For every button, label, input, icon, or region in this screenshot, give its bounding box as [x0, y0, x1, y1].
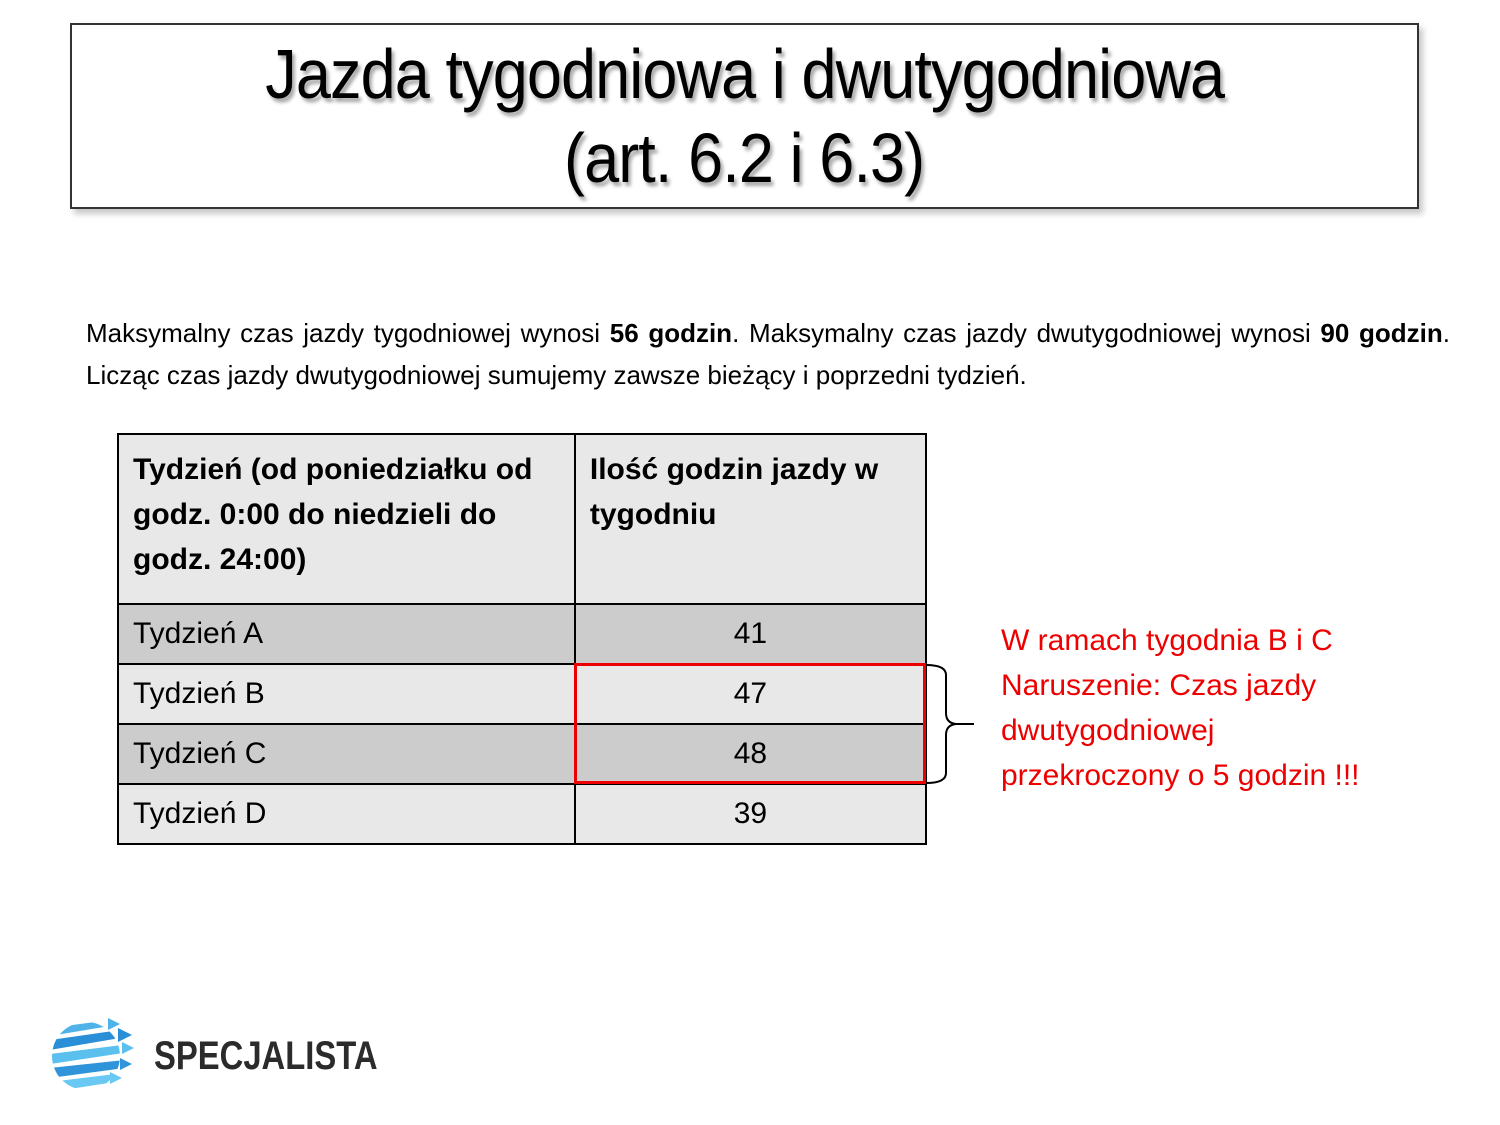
note-line3: dwutygodniowej — [1001, 714, 1215, 747]
week-cell: Tydzień A — [118, 604, 575, 664]
week-cell: Tydzień C — [118, 724, 575, 784]
table-row — [118, 604, 926, 664]
hours-cell: 41 — [575, 604, 926, 664]
table-row — [118, 664, 926, 724]
table-row — [118, 784, 926, 844]
globe-arrows-icon — [50, 1018, 134, 1094]
header-hours: Ilość godzin jazdy w tygodniu — [575, 434, 926, 604]
note-line4: przekroczony o 5 godzin !!! — [1001, 759, 1360, 792]
note-line1: W ramach tygodnia B i C — [1001, 624, 1333, 657]
table-header-row — [118, 434, 926, 604]
violation-note — [1001, 618, 1461, 798]
logo-text: SPECJALISTA — [154, 1033, 378, 1078]
page-title-line1: Jazda tygodniowa i dwutygodniowa — [265, 35, 1224, 113]
week-cell: Tydzień B — [118, 664, 575, 724]
hours-cell: 48 — [575, 724, 926, 784]
biweekly-limit: 90 godzin — [1320, 318, 1443, 348]
weekly-limit: 56 godzin — [609, 318, 733, 348]
page-title-line2: (art. 6.2 i 6.3) — [564, 119, 925, 197]
intro-text-1: Maksymalny czas jazdy tygodniowej wynosi — [86, 318, 610, 348]
week-cell: Tydzień D — [118, 784, 575, 844]
curly-brace-icon — [926, 663, 976, 785]
intro-paragraph — [86, 312, 1450, 396]
note-line2: Naruszenie: Czas jazdy — [1001, 669, 1317, 702]
table-row — [118, 724, 926, 784]
hours-cell: 47 — [575, 664, 926, 724]
specjalista-logo — [50, 1018, 427, 1094]
driving-hours-table — [117, 433, 927, 845]
intro-text-2: . Maksymalny czas jazdy dwutygodniowej wynosi — [732, 318, 1321, 348]
title-box — [70, 23, 1419, 209]
hours-cell: 39 — [575, 784, 926, 844]
intro-text-3: . Licząc czas jazdy dwutygodniowej sumujemy zawsze bieżący i poprzedni tydzień. — [86, 318, 1450, 390]
header-week: Tydzień (od poniedziałku od godz. 0:00 do niedzieli do godz. 24:00) — [118, 434, 575, 604]
